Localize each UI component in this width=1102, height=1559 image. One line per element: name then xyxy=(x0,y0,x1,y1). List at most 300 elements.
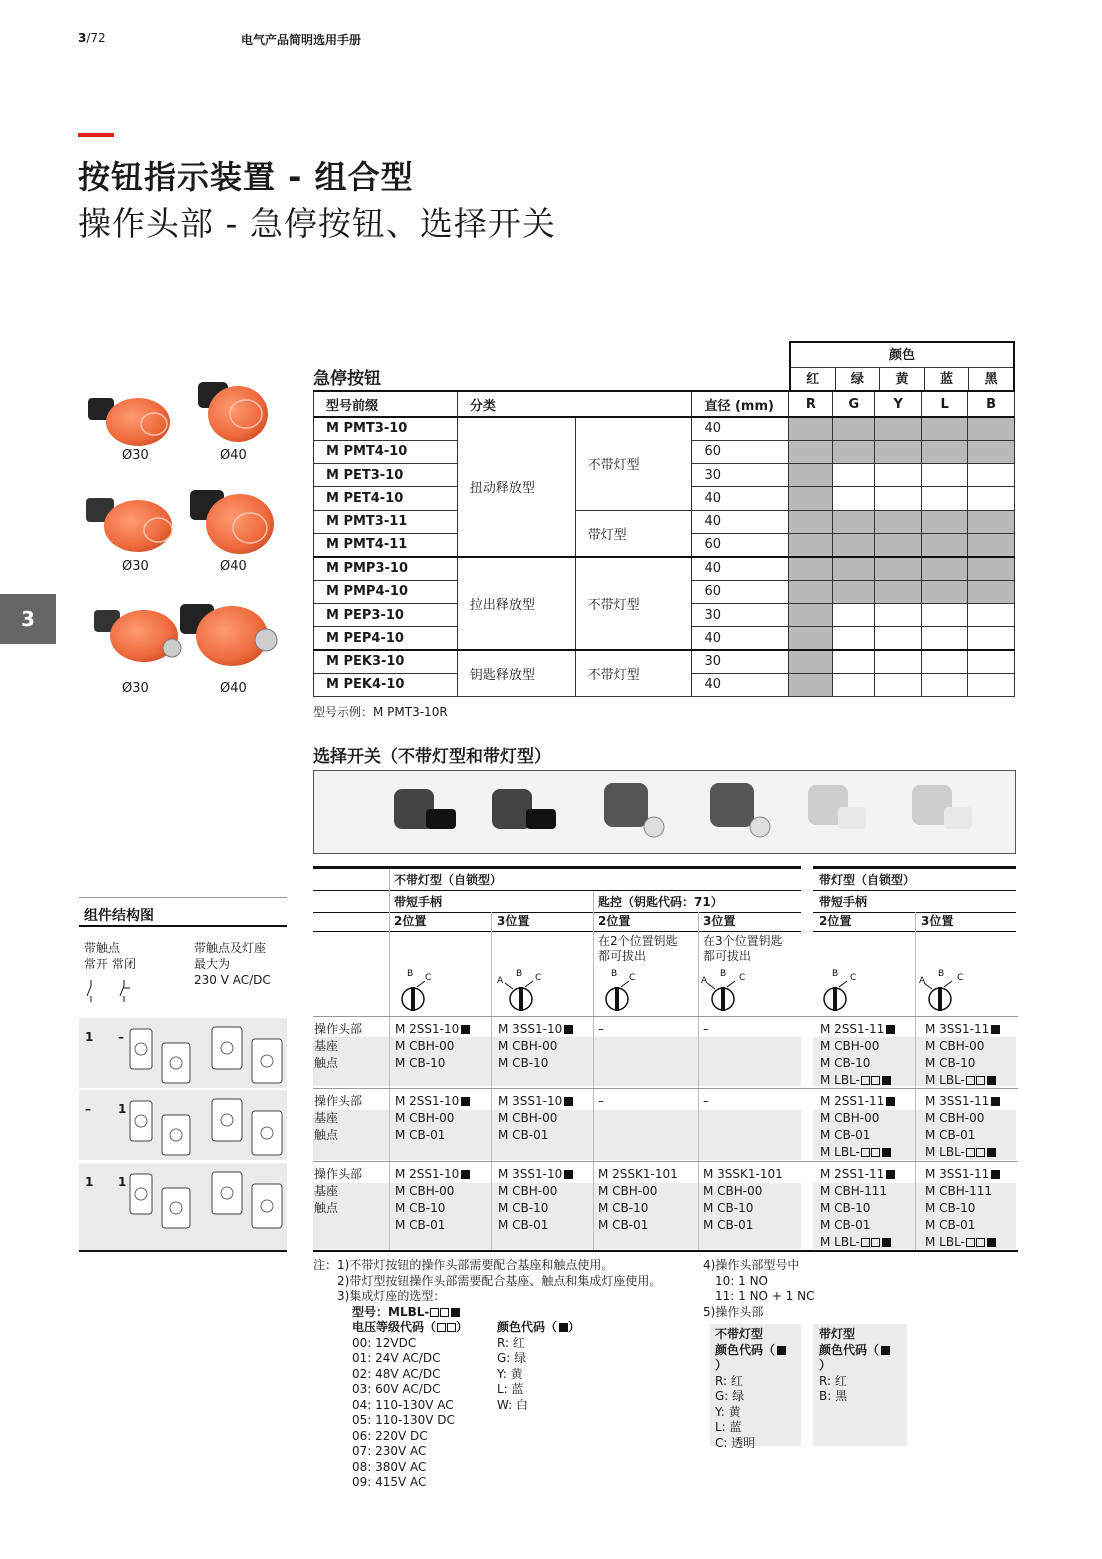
color-availability-cell xyxy=(875,673,922,696)
position-diagram-key3 xyxy=(701,969,745,1011)
estop-heading: 急停按钮 xyxy=(313,369,381,389)
row-label: 操作头部 xyxy=(314,1094,363,1108)
color-availability-cell xyxy=(833,487,875,510)
estop-row xyxy=(314,510,1015,533)
model-prefix: M PEK3-10 xyxy=(314,650,458,673)
svg-text:B: B xyxy=(516,969,523,979)
lit-short-handle-label: 带短手柄 xyxy=(819,895,868,909)
color-code: G xyxy=(833,391,875,417)
list-item: W: 白 xyxy=(497,1397,529,1412)
svg-text:A: A xyxy=(701,976,708,986)
diameter: 30 xyxy=(692,650,789,673)
assembly-title: 组件结构图 xyxy=(84,908,154,924)
svg-text:B: B xyxy=(611,969,618,979)
diameter: 60 xyxy=(692,440,789,463)
color-availability-cell xyxy=(875,510,922,533)
color-name: 蓝 xyxy=(924,368,969,392)
key-op-label: 匙控（钥匙代码：71） xyxy=(598,895,723,909)
part-number: – xyxy=(598,1094,604,1108)
color-availability-cell xyxy=(968,580,1015,603)
color-availability-cell xyxy=(922,487,968,510)
unlit-color-title: 颜色代码（） xyxy=(715,1343,796,1374)
model-prefix: M PET3-10 xyxy=(314,464,458,487)
estop-images xyxy=(80,378,280,708)
list-item: R: 红 xyxy=(715,1373,743,1388)
svg-text:A: A xyxy=(497,976,504,986)
page-subtitle: 操作头部 - 急停按钮、选择开关 xyxy=(78,204,556,243)
color-availability-cell xyxy=(833,464,875,487)
color-availability-cell xyxy=(968,650,1015,673)
color-availability-cell xyxy=(875,533,922,556)
part-number: – xyxy=(703,1094,709,1108)
part-number: M CB-10 xyxy=(395,1056,446,1070)
lamp-type: 不带灯型 xyxy=(575,417,692,510)
part-number: M CB-10 xyxy=(395,1201,446,1215)
lit-color-box xyxy=(813,1324,907,1446)
diameter: 40 xyxy=(692,417,789,440)
unlit-color-list xyxy=(715,1374,796,1452)
list-item: G: 绿 xyxy=(715,1389,745,1403)
color-availability-cell xyxy=(922,603,968,626)
color-availability-cell xyxy=(968,464,1015,487)
color-availability-cell xyxy=(968,557,1015,580)
image-caption: Ø40 xyxy=(220,681,247,696)
part-number: M CBH-00 xyxy=(820,1039,880,1053)
list-item: L: 蓝 xyxy=(715,1420,742,1434)
part-number: M CB-01 xyxy=(498,1218,549,1232)
part-number: M CB-10 xyxy=(703,1201,754,1215)
list-item: B: 黑 xyxy=(819,1389,848,1403)
color-availability-cell xyxy=(789,650,833,673)
color-code: L xyxy=(922,391,968,417)
part-number: M CBH-00 xyxy=(395,1184,455,1198)
part-number: M CB-10 xyxy=(820,1201,871,1215)
lamp-model-format: 型号：MLBL- xyxy=(313,1305,661,1321)
selector-heading: 选择开关（不带灯型和带灯型） xyxy=(313,747,551,767)
model-example: 型号示例：M PMT3-10R xyxy=(313,705,448,719)
contact-no-count: – xyxy=(85,1102,91,1116)
lit-group-label: 带灯型（自锁型） xyxy=(819,873,916,887)
color-availability-cell xyxy=(875,557,922,580)
col-header-prefix: 型号前缀 xyxy=(314,391,458,417)
note-4: 4)操作头部型号中 xyxy=(703,1258,800,1272)
row-label: 基座 xyxy=(314,1111,339,1125)
part-number: M CBH-00 xyxy=(703,1184,763,1198)
list-item: 06: 220V DC xyxy=(352,1428,428,1443)
part-number: M 2SS1-10 xyxy=(395,1166,470,1183)
selector-image xyxy=(808,785,866,829)
notes-block xyxy=(313,1258,661,1491)
col-key-2pos: 2位置 xyxy=(598,914,631,928)
svg-text:C: C xyxy=(739,973,746,983)
unlit-color-box xyxy=(710,1324,801,1450)
color-availability-cell xyxy=(922,510,968,533)
model-prefix: M PMP4-10 xyxy=(314,580,458,603)
part-number: M 2SS1-11 xyxy=(820,1021,895,1038)
lamp-label: 带触点及灯座 xyxy=(194,941,267,955)
part-number: – xyxy=(598,1022,604,1036)
lit-color-list xyxy=(819,1374,901,1405)
color-availability-cell xyxy=(922,673,968,696)
diameter: 40 xyxy=(692,510,789,533)
color-name: 黄 xyxy=(879,368,924,392)
row-label: 触点 xyxy=(314,1056,339,1070)
estop-image-40-key xyxy=(180,604,277,666)
part-number: M LBL- xyxy=(820,1072,891,1089)
color-code: Y xyxy=(875,391,922,417)
note-5: 5)操作头部 xyxy=(703,1304,764,1319)
lit-title: 带灯型 xyxy=(819,1327,856,1341)
diameter: 40 xyxy=(692,627,789,650)
selector-image-strip xyxy=(313,770,1016,854)
part-number: M CB-01 xyxy=(598,1218,649,1232)
image-caption: Ø40 xyxy=(220,448,247,463)
notes-prefix: 注： xyxy=(313,1258,338,1272)
color-availability-cell xyxy=(922,417,968,440)
color-availability-cell xyxy=(833,603,875,626)
diameter: 40 xyxy=(692,557,789,580)
selector-image xyxy=(912,785,972,829)
row-label: 触点 xyxy=(314,1201,339,1215)
part-number: M CB-01 xyxy=(395,1128,446,1142)
model-prefix: M PMT4-10 xyxy=(314,440,458,463)
list-item: R: 红 xyxy=(497,1335,525,1350)
diameter: 30 xyxy=(692,464,789,487)
list-item: 08: 380V AC xyxy=(352,1459,427,1474)
position-diagrams xyxy=(389,965,1019,1015)
color-title: 颜色代码（ ） xyxy=(497,1320,581,1334)
note-4a: 10: 1 NO xyxy=(715,1273,768,1288)
model-prefix: M PMT4-11 xyxy=(314,533,458,556)
diameter: 60 xyxy=(692,580,789,603)
lit-color-title: 颜色代码（） xyxy=(819,1343,901,1374)
contact-no-count: 1 xyxy=(85,1175,94,1189)
color-availability-cell xyxy=(789,557,833,580)
row-label: 操作头部 xyxy=(314,1167,363,1181)
part-number: M LBL- xyxy=(820,1234,891,1251)
col-key-3pos: 3位置 xyxy=(703,914,736,928)
part-number: M 3SS1-11 xyxy=(925,1021,1000,1038)
contact-nc-count: – xyxy=(118,1030,124,1044)
col-header-class: 分类 xyxy=(457,391,692,417)
diameter: 40 xyxy=(692,487,789,510)
estop-image-30-key xyxy=(94,610,181,662)
note-1: 1)不带灯按钮的操作头部需要配合基座和触点使用。 xyxy=(337,1258,614,1272)
list-item: G: 绿 xyxy=(497,1351,527,1365)
part-number: M CB-01 xyxy=(925,1218,976,1232)
estop-row xyxy=(314,650,1015,673)
position-diagram-3pos xyxy=(497,969,541,1011)
color-availability-cell xyxy=(922,650,968,673)
row-label: 基座 xyxy=(314,1039,339,1053)
color-availability-cell xyxy=(875,603,922,626)
contact-no-count: 1 xyxy=(85,1030,94,1044)
note-4b: 11: 1 NO + 1 NC xyxy=(715,1289,815,1303)
svg-text:C: C xyxy=(535,973,542,983)
color-availability-cell xyxy=(789,627,833,650)
position-diagram-key2 xyxy=(606,969,635,1011)
list-item: 04: 110-130V AC xyxy=(352,1397,454,1412)
release-class: 拉出释放型 xyxy=(457,557,575,650)
color-availability-cell xyxy=(833,417,875,440)
list-item: Y: 黄 xyxy=(497,1366,523,1381)
col-3pos: 3位置 xyxy=(497,914,530,928)
image-caption: Ø30 xyxy=(122,681,149,696)
part-number: M CB-01 xyxy=(395,1218,446,1232)
color-availability-cell xyxy=(789,533,833,556)
diameter: 40 xyxy=(692,673,789,696)
part-number: M CBH-00 xyxy=(498,1111,558,1125)
part-number: M CBH-00 xyxy=(598,1184,658,1198)
lamp-color-list xyxy=(497,1336,528,1491)
part-number: M CBH-00 xyxy=(395,1039,455,1053)
svg-text:C: C xyxy=(850,973,857,983)
color-availability-cell xyxy=(968,417,1015,440)
color-availability-cell xyxy=(789,580,833,603)
color-availability-cell xyxy=(833,557,875,580)
lamp-type: 不带灯型 xyxy=(575,650,692,697)
assembly-sketch xyxy=(126,1168,286,1230)
color-group-label: 颜色 xyxy=(791,343,1013,368)
svg-text:C: C xyxy=(425,973,432,983)
col-header-diameter: 直径 (mm) xyxy=(692,391,789,417)
color-availability-cell xyxy=(833,440,875,463)
notes-block-right xyxy=(703,1258,815,1320)
color-availability-cell xyxy=(968,603,1015,626)
lamp-type: 不带灯型 xyxy=(575,557,692,650)
document-title: 电气产品简明选用手册 xyxy=(241,33,362,47)
list-item: R: 红 xyxy=(819,1373,847,1388)
color-code: R xyxy=(789,391,833,417)
key2-note: 在2个位置钥匙都可拔出 xyxy=(598,934,678,963)
part-number: M LBL- xyxy=(820,1144,891,1161)
model-prefix: M PMT3-11 xyxy=(314,510,458,533)
list-item: 00: 12VDC xyxy=(352,1335,417,1350)
model-prefix: M PMP3-10 xyxy=(314,557,458,580)
estop-image-40-twist xyxy=(198,382,268,442)
unlit-group-label: 不带灯型（自锁型） xyxy=(394,873,503,887)
selector-image xyxy=(604,783,664,837)
color-availability-cell xyxy=(922,580,968,603)
estop-row xyxy=(314,417,1015,440)
estop-image-30-lit xyxy=(86,498,172,552)
contact-label: 带触点 xyxy=(84,941,121,955)
part-number: M CB-10 xyxy=(498,1201,549,1215)
model-prefix: M PET4-10 xyxy=(314,487,458,510)
row-label: 基座 xyxy=(314,1184,339,1198)
part-number: M CBH-00 xyxy=(925,1111,985,1125)
short-handle-label: 带短手柄 xyxy=(394,895,443,909)
selector-image xyxy=(492,789,556,829)
color-availability-cell xyxy=(833,673,875,696)
estop-table xyxy=(313,390,1015,697)
release-class: 钥匙释放型 xyxy=(457,650,575,697)
diameter: 60 xyxy=(692,533,789,556)
color-code: B xyxy=(968,391,1015,417)
color-name: 绿 xyxy=(835,368,880,392)
list-item: 05: 110-130V DC xyxy=(352,1413,455,1427)
part-number: M CBH-00 xyxy=(498,1184,558,1198)
color-availability-cell xyxy=(789,673,833,696)
image-caption: Ø30 xyxy=(122,559,149,574)
color-availability-cell xyxy=(968,673,1015,696)
row-label: 操作头部 xyxy=(314,1022,363,1036)
part-number: M CB-01 xyxy=(820,1128,871,1142)
unlit-title: 不带灯型 xyxy=(715,1327,764,1341)
part-number: M CBH-00 xyxy=(395,1111,455,1125)
lamp-sub1: 最大为 xyxy=(194,957,231,971)
selector-image xyxy=(710,783,770,837)
part-number: M 2SSK1-101 xyxy=(598,1167,678,1181)
svg-text:C: C xyxy=(957,973,964,983)
color-availability-cell xyxy=(789,603,833,626)
page-title: 按钮指示装置 - 组合型 xyxy=(78,158,414,196)
color-availability-cell xyxy=(833,580,875,603)
list-item: 02: 48V AC/DC xyxy=(352,1366,441,1381)
part-number: M LBL- xyxy=(925,1234,996,1251)
color-header xyxy=(789,341,1015,392)
part-number: M 2SS1-10 xyxy=(395,1021,470,1038)
color-availability-cell xyxy=(875,440,922,463)
list-item: L: 蓝 xyxy=(497,1382,524,1396)
color-availability-cell xyxy=(875,650,922,673)
color-availability-cell xyxy=(833,533,875,556)
part-number: M CB-10 xyxy=(820,1056,871,1070)
col-2pos: 2位置 xyxy=(394,914,427,928)
color-availability-cell xyxy=(833,650,875,673)
part-number: M CB-10 xyxy=(925,1056,976,1070)
color-availability-cell xyxy=(922,557,968,580)
part-number: M CBH-00 xyxy=(498,1039,558,1053)
part-number: M CB-01 xyxy=(498,1128,549,1142)
position-diagram-2pos xyxy=(402,969,431,1011)
part-number: M CBH-111 xyxy=(820,1184,888,1198)
svg-text:C: C xyxy=(629,973,636,983)
row-label: 触点 xyxy=(314,1128,339,1142)
svg-text:B: B xyxy=(938,969,945,979)
color-availability-cell xyxy=(789,440,833,463)
color-availability-cell xyxy=(968,533,1015,556)
image-caption: Ø40 xyxy=(220,559,247,574)
estop-image-40-lit xyxy=(190,490,274,554)
color-availability-cell xyxy=(968,440,1015,463)
color-name: 红 xyxy=(806,372,820,387)
voltage-title: 电压等级代码（ ） xyxy=(352,1320,469,1334)
part-number: M CB-10 xyxy=(498,1056,549,1070)
key3-note: 在3个位置钥匙都可拔出 xyxy=(703,934,783,963)
part-number: M CB-10 xyxy=(925,1201,976,1215)
list-item: Y: 黄 xyxy=(715,1404,741,1419)
selector-images xyxy=(314,771,1015,853)
part-number: M 2SS1-11 xyxy=(820,1166,895,1183)
color-availability-cell xyxy=(789,417,833,440)
assembly-sketch xyxy=(126,1095,286,1157)
part-number: M CBH-111 xyxy=(925,1184,993,1198)
part-number: M CB-01 xyxy=(820,1218,871,1232)
color-availability-cell xyxy=(789,487,833,510)
list-item: 09: 415V AC xyxy=(352,1475,427,1489)
color-availability-cell xyxy=(833,510,875,533)
list-item: 07: 230V AC xyxy=(352,1444,427,1458)
contact-sub: 常开 常闭 xyxy=(84,957,136,971)
color-availability-cell xyxy=(875,487,922,510)
color-availability-cell xyxy=(875,464,922,487)
svg-text:A: A xyxy=(919,976,926,986)
estop-image-30-twist xyxy=(88,398,170,446)
voltage-list xyxy=(352,1336,497,1491)
part-number: M 3SS1-10 xyxy=(498,1166,573,1183)
release-class: 扭动释放型 xyxy=(457,417,575,557)
selector-image xyxy=(394,789,456,829)
diameter: 30 xyxy=(692,603,789,626)
list-item: 01: 24V AC/DC xyxy=(352,1351,441,1365)
color-availability-cell xyxy=(922,440,968,463)
color-availability-cell xyxy=(789,464,833,487)
image-caption: Ø30 xyxy=(122,448,149,463)
part-number: M 3SS1-11 xyxy=(925,1093,1000,1110)
lamp-sub2: 230 V AC/DC xyxy=(194,973,271,987)
color-availability-cell xyxy=(833,627,875,650)
col-lit-3pos: 3位置 xyxy=(921,914,954,928)
note-3: 3)集成灯座的选型： xyxy=(337,1289,446,1303)
color-availability-cell xyxy=(922,627,968,650)
color-availability-cell xyxy=(875,627,922,650)
model-prefix: M PMT3-10 xyxy=(314,417,458,440)
part-number: M 2SS1-11 xyxy=(820,1093,895,1110)
model-prefix: M PEP4-10 xyxy=(314,627,458,650)
contact-nc-count: 1 xyxy=(118,1175,127,1189)
accent-bar xyxy=(78,133,114,137)
part-number: M 3SSK1-101 xyxy=(703,1167,783,1181)
svg-text:B: B xyxy=(407,969,414,979)
color-availability-cell xyxy=(968,487,1015,510)
estop-row xyxy=(314,557,1015,580)
model-prefix: M PEP3-10 xyxy=(314,603,458,626)
part-number: M LBL- xyxy=(925,1072,996,1089)
list-item: 03: 60V AC/DC xyxy=(352,1382,441,1396)
list-item: C: 透明 xyxy=(715,1435,756,1450)
color-availability-cell xyxy=(968,627,1015,650)
lamp-type: 带灯型 xyxy=(575,510,692,557)
part-number: M 2SS1-10 xyxy=(395,1093,470,1110)
svg-text:B: B xyxy=(720,969,727,979)
part-number: M 3SS1-10 xyxy=(498,1093,573,1110)
chapter-tab[interactable]: 3 xyxy=(0,594,56,644)
note-2: 2)带灯型按钮操作头部需要配合基座、触点和集成灯座使用。 xyxy=(337,1273,662,1288)
contact-nc-count: 1 xyxy=(118,1102,127,1116)
color-availability-cell xyxy=(789,510,833,533)
color-availability-cell xyxy=(922,464,968,487)
svg-text:B: B xyxy=(832,969,839,979)
position-diagram-lit3 xyxy=(919,969,963,1011)
part-number: M CB-01 xyxy=(703,1218,754,1232)
part-number: – xyxy=(703,1022,709,1036)
part-number: M 3SS1-10 xyxy=(498,1021,573,1038)
part-number: M LBL- xyxy=(925,1144,996,1161)
color-availability-cell xyxy=(875,580,922,603)
assembly-sketch xyxy=(126,1023,286,1085)
model-prefix: M PEK4-10 xyxy=(314,673,458,696)
part-number: M CBH-00 xyxy=(925,1039,985,1053)
part-number: M CB-01 xyxy=(925,1128,976,1142)
color-availability-cell xyxy=(875,417,922,440)
part-number: M 3SS1-11 xyxy=(925,1166,1000,1183)
contact-symbols xyxy=(84,978,144,1004)
color-availability-cell xyxy=(968,510,1015,533)
color-name: 黑 xyxy=(968,368,1013,392)
part-number: M CB-10 xyxy=(598,1201,649,1215)
position-diagram-lit2 xyxy=(824,969,856,1011)
